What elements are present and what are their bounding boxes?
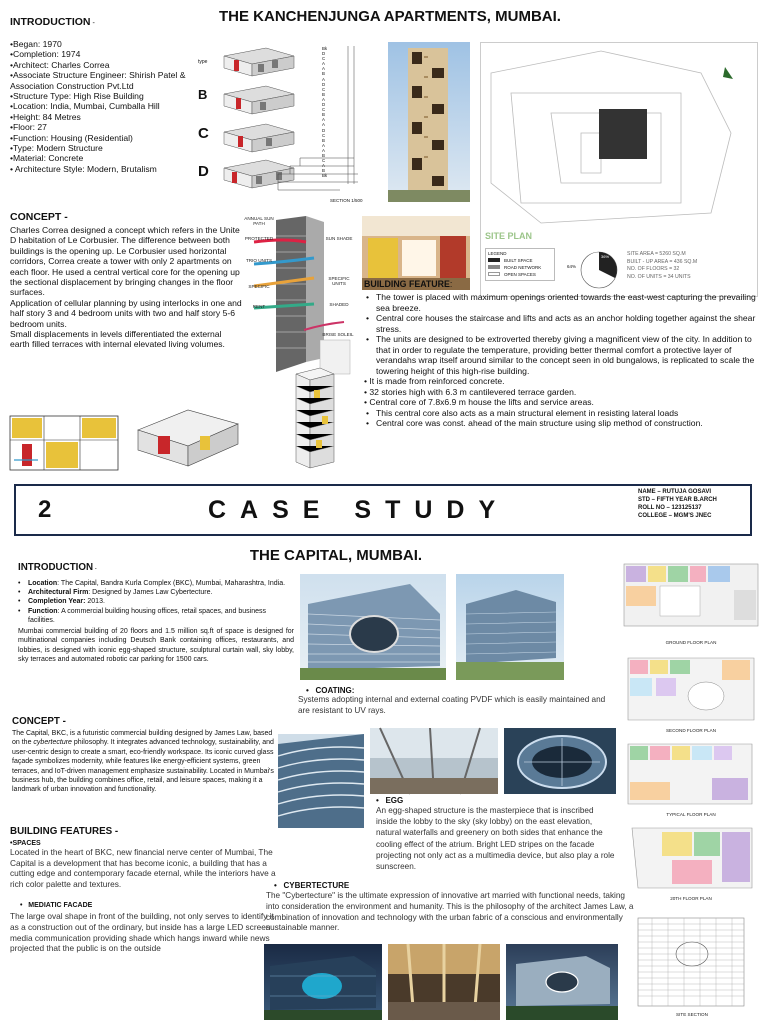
intro-item: •Type: Modern Structure: [10, 143, 103, 154]
plan-label-typical: TYPICAL FLOOR PLAN: [666, 812, 716, 817]
legend-item-built: BUILT SPACE: [488, 257, 552, 264]
intro-item: •Structure Type: High Rise Building: [10, 91, 144, 102]
section-letter: B: [322, 71, 325, 77]
typical-floor-plan: [622, 738, 760, 822]
feature-text: The units are designed to be extroverted thereby giving a magnificent view of the city. In addition to that in order to regulate the temperature, providing better thermal comfort a protective layer of verandahs wrap itself around similar to the concept seen in old bungalows, is replicated to scale the towering height of this high-rise building.: [376, 334, 755, 376]
feature-bullet: •: [366, 334, 370, 344]
section-diagram: [270, 42, 380, 206]
intro-heading: INTRODUCTION -: [10, 16, 95, 28]
capital-intro-key: Completion Year:: [28, 598, 86, 606]
feature-text: The tower is placed with maximum openings oriented towards the east-west capturing the prevailing sea breeze.: [376, 292, 756, 313]
capital-photo-atrium: [370, 728, 498, 794]
section-letter: C: [322, 86, 326, 92]
banner-info-line: STD – FIFTH YEAR B.ARCH: [638, 497, 717, 503]
coating-section: [298, 686, 616, 716]
section-letter: C: [322, 132, 326, 138]
plan-label-second: SECOND FLOOR PLAN: [665, 728, 717, 733]
capital-intro-section: [18, 562, 294, 665]
section-axo-drawing: [128, 400, 246, 474]
concept-paragraph: the sectional displacement by bringing changes in the floor surfaces.: [10, 277, 234, 298]
banner-info-line: ROLL NO – 123125137: [638, 505, 702, 511]
intro-item: •Architect: Charles Correa: [10, 59, 110, 70]
capital-features-heading: BUILDING FEATURES -: [10, 826, 119, 837]
climate-section-diagram: [244, 212, 356, 382]
section-letter: D: [322, 127, 326, 133]
type-c-label: C: [198, 125, 209, 142]
section-letter: B: [322, 112, 325, 118]
feature-bullet: •: [366, 313, 370, 323]
intro-section: [10, 16, 195, 174]
site-stat: NO. OF FLOORS = 32: [627, 266, 680, 273]
type-d-label: D: [198, 163, 209, 180]
diagram-label-sunshade: SUN SHADE: [325, 236, 353, 241]
legend-item-open: OPEN SPACES: [488, 271, 552, 278]
section-letter: A: [322, 147, 325, 153]
concept-paragraph: Application of cellular planning by using interlocks in one and half story 3 and 4 bedroom units with two and half story 5-6 bedroom units.: [10, 297, 242, 329]
feature-text: • 32 stories high with 6.3 m cantilevered terrace garden.: [364, 386, 577, 397]
feature-text: Central core houses the staircase and lifts and acts as an anchor holding together against the shear stress.: [376, 313, 756, 334]
section-letters: [322, 46, 332, 178]
building-feature-item: [364, 408, 760, 419]
feature-bullet: •: [366, 418, 370, 428]
capital-intro-para: Mumbai commercial building of 20 floors and 1.5 million sq.ft of space is designed for multinational companies including Deutsch Bank containing offices, restaurants, and lobbies, is designed with iconic egg-shaped structure, sculptural curtain wall, sky lobby, sky terraces and automated robotic car parking for 1500 cars.: [18, 628, 294, 664]
intro-item: •Floor: 27: [10, 122, 47, 133]
spaces-text: Located in the heart of BKC, new financial nerve center of Mumbai, The Capital is a development that has become iconic, a building that has a cutting edge and contemporary facade eternal, while the interiors have a rich color palette and textures.: [10, 847, 276, 889]
cybertecture-text: The "Cybertecture" is the ultimate expression of innovative art married with functional needs, taking into consideration the environment and humanity. This is the philosophy of the architect James Law, a combination of innovation and technology with the urban fabric of a conscious and environmentally sustainable manner.: [266, 891, 634, 933]
spaces-heading: •SPACES: [10, 840, 41, 847]
concept-section: [10, 211, 242, 350]
diagram-label-trio: TRIO UNITS: [245, 258, 273, 263]
capital-photo-evening: [506, 944, 618, 1020]
section-letter: A: [322, 142, 325, 148]
section-letter: A: [322, 66, 325, 72]
site-section-drawing: [622, 914, 762, 1020]
coating-heading: • COATING:: [306, 686, 355, 695]
section-letter: C: [322, 56, 326, 62]
ground-floor-plan: [622, 560, 760, 645]
type-b-label: B: [198, 87, 208, 102]
plan-label-site-section: SITE SECTION: [676, 1012, 708, 1017]
egg-text: An egg-shaped structure is the masterpiece that is inscribed inside the lobby to the sky (sky lobby) on the east elevation, natural waterfalls and greenery on both sides that enhance the cooling effect of the atrium. Bright LED stripes on the facade projecting not only act as a multimedia device, but also play a role sunscreen.: [376, 806, 615, 872]
cybertecture-heading: • CYBERTECTURE: [274, 881, 350, 890]
building-feature-item: [364, 387, 760, 398]
diagram-label-specific: SPECIFIC: [248, 284, 270, 289]
egg-heading: • EGG: [376, 796, 404, 805]
unit-plan-drawing: [8, 410, 120, 482]
capital-photo-main: [300, 574, 446, 680]
section-letter: A: [322, 163, 325, 169]
site-stat: SITE AREA = 5260 SQ.M: [627, 251, 686, 257]
intro-item: •Location: India, Mumbai, Cumballa Hill: [10, 101, 160, 112]
banner-info: [638, 488, 717, 520]
tower-axo-drawing: [276, 360, 352, 472]
intro-item: •Began: 1970: [10, 39, 62, 49]
legend-box: [485, 248, 555, 281]
site-stats: [627, 251, 755, 281]
mediatic-heading: • MEDIATIC FACADE: [20, 902, 93, 910]
feature-bullet: •: [366, 407, 370, 418]
diagram-label-shaded: SHADED: [329, 302, 349, 307]
feature-text: This central core also acts as a main structural element in resisting lateral loads: [376, 407, 679, 418]
intro-item: •Function: Housing (Residential): [10, 132, 133, 143]
intro-item: • Architecture Style: Modern, Brutalism: [10, 163, 157, 174]
coating-text: Systems adopting internal and external coating PVDF which is easily maintained and are resistant to UV rays.: [298, 695, 606, 715]
cybertecture-section: [266, 881, 638, 934]
section-letter: A: [322, 117, 325, 123]
intro-item: •Height: 84 Metres: [10, 111, 81, 122]
feature-text: • It is made from reinforced concrete.: [364, 376, 505, 386]
banner-number: 2: [38, 496, 52, 523]
mediatic-text: The large oval shape in front of the building, not only serves to identify it as a construction out of the ordinary, but inside has a large LED screen media communication providing shade which hangs inward while news projected that the public is on the outside: [10, 911, 274, 954]
intro-item: •Material: Concrete: [10, 153, 84, 164]
second-floor-plan: [622, 648, 760, 738]
intro-item: •Associate Structure Engineer: Shirish Patel & Association Construction Pvt.Ltd: [10, 70, 186, 91]
site-stat: BUILT - UP AREA = 436 SQ.M: [627, 258, 698, 265]
section-letter: D: [322, 102, 326, 108]
building-feature-item: [364, 334, 760, 376]
capital-intro-item: [18, 597, 294, 606]
type-a-label: type: [198, 59, 208, 65]
capital-intro-heading: INTRODUCTION -: [18, 562, 97, 573]
diagram-label-sun: ANNUAL SUN PATH: [244, 216, 274, 226]
capital-intro-value: : A commercial building housing offices, retail spaces, and business facilities.: [28, 607, 266, 624]
kanchenjunga-tower-photo: [388, 42, 470, 202]
capital-photo-lobby: [388, 944, 500, 1020]
building-feature-heading: BUILDING FEATURE:: [364, 279, 453, 289]
egg-section: [376, 796, 616, 872]
intro-list: [10, 39, 195, 174]
capital-features-section: [10, 826, 282, 954]
section-letter: A: [322, 122, 325, 128]
building-feature-item: [364, 397, 760, 408]
banner-info-line: COLLEGE – MGM'S JNEC: [638, 513, 712, 519]
building-feature-section: [364, 279, 760, 429]
building-feature-item: [364, 313, 760, 334]
capital-concept-text: The Capital, BKC, is a futuristic commercial building designed by James Law, based on the cybertecture philosophy. It integrates advanced technology, sustainability, and user-centric design to create a smart, eco-friendly workspace. Its iconic curved glass façade symbolizes modernity, while features like energy-efficient systems, green terraces, and IoT-driven management emphasize sustainability. Located in Mumbai's business hub, the building combines office, retail, and leisure spaces, making it a landmark of urban innovation and functionality.: [12, 730, 274, 794]
capital-intro-item: [18, 588, 294, 597]
building-feature-item: [364, 292, 760, 313]
banner-title: CASE STUDY: [208, 496, 510, 524]
building-feature-item: [364, 376, 760, 387]
capital-concept-section: [12, 716, 274, 795]
capital-intro-list: [18, 579, 294, 625]
diagram-label-protected: PROTECTED: [244, 236, 274, 241]
capital-intro-item: [18, 607, 294, 625]
site-stat: NO. OF UNITS = 34 UNITS: [627, 273, 691, 280]
feature-text: Central core was const. ahead of the main structure using slip method of construction.: [376, 418, 703, 428]
section-letter: B: [322, 168, 325, 174]
building-feature-list: [364, 292, 760, 429]
plan-label-20th: 20TH FLOOR PLAN: [670, 896, 712, 901]
concept-text: [10, 225, 242, 350]
section-letter: Bk: [322, 173, 328, 179]
section-letter: B: [322, 91, 325, 97]
site-plan-panel: [480, 42, 758, 297]
banner-info-line: NAME – RUTUJA GOSAVI: [638, 489, 712, 495]
page-title-capital: THE CAPITAL, MUMBAI.: [249, 547, 423, 564]
section-letter: C: [322, 158, 326, 164]
feature-bullet: •: [366, 292, 370, 302]
page-title-kanchenjunga: THE KANCHENJUNGA APARTMENTS, MUMBAI.: [219, 8, 561, 25]
pie-label-36: 36%: [601, 254, 610, 259]
legend-title: LEGEND: [488, 251, 507, 256]
intro-item: •Completion: 1974: [10, 49, 81, 60]
capital-photo-egg: [504, 728, 616, 794]
feature-text: • Central core of 7.8x6.9 m house the lifts and service areas.: [364, 397, 594, 407]
capital-intro-value: : The Capital, Bandra Kurla Complex (BKC), Mumbai, Maharashtra, India.: [57, 580, 286, 587]
capital-intro-key: Architectural Firm: [28, 589, 89, 597]
concept-paragraph: Charles Correa designed a concept which refers in the Unite D habitation of Le Corbusier. The difference between both buildings is the opening up. Le Corbusier used horizontal corridors, Correa create a tower with only 2 apartments on each floor. He used a central vertical core for the opening up: [10, 225, 240, 277]
capital-concept-heading: CONCEPT -: [12, 716, 66, 727]
diagram-label-specific-units: SPECIFIC UNITS: [328, 276, 350, 286]
diagram-label-rent: RENT: [252, 304, 266, 309]
section-letter: C: [322, 107, 326, 113]
twentieth-floor-plan: [622, 822, 760, 906]
case-study-banner: [14, 484, 752, 536]
section-letter: A: [322, 76, 325, 82]
section-letter: D: [322, 51, 326, 57]
section-letter: A: [322, 96, 325, 102]
section-letter: Bk: [322, 46, 328, 51]
section-letter: B: [322, 137, 325, 143]
capital-intro-key: Function: [28, 607, 58, 615]
legend-item-road: ROAD NETWORK: [488, 264, 552, 271]
building-feature-item: [364, 418, 760, 429]
capital-intro-value: 2013.: [85, 598, 105, 606]
concept-paragraph: Small displacements in levels differentiated the external earth filled terraces with internal elevated living volumes.: [10, 329, 225, 350]
capital-intro-value: : Designed by James Law Cybertecture.: [88, 589, 213, 597]
section-letter: A: [322, 61, 325, 67]
section-letter: D: [322, 81, 326, 87]
section-label: SECTION 1/500: [330, 198, 363, 203]
section-letter: B: [322, 152, 325, 158]
plan-label-ground: GROUND FLOOR PLAN: [665, 640, 717, 645]
capital-intro-item: [18, 579, 294, 588]
pie-label-64: 64%: [567, 264, 577, 269]
capital-photo-facade: [278, 734, 364, 828]
diagram-label-brise: BRISE SOLEIL: [322, 332, 354, 337]
capital-photo-aerial: [456, 574, 564, 680]
capital-intro-key: Location: [28, 580, 58, 587]
capital-photo-night: [264, 944, 382, 1020]
site-plan-label: SITE PLAN: [485, 231, 533, 241]
concept-heading: CONCEPT -: [10, 211, 68, 223]
